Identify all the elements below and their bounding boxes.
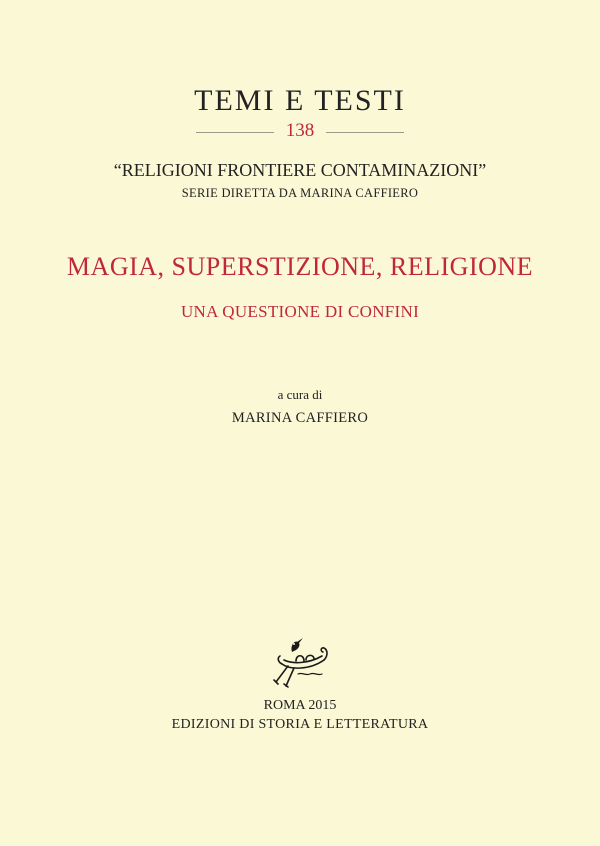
publisher-name: EDIZIONI DI STORIA E LETTERATURA xyxy=(171,717,429,732)
divider-right xyxy=(326,132,404,133)
editor-label: a cura di xyxy=(277,387,323,402)
book-title: MAGIA, SUPERSTIZIONE, RELIGIONE xyxy=(66,252,534,281)
editor-name: MARINA CAFFIERO xyxy=(231,410,369,426)
collection-title: “RELIGIONI FRONTIERE CONTAMINAZIONI” xyxy=(113,160,487,180)
series-director: SERIE DIRETTA DA MARINA CAFFIERO xyxy=(181,186,419,200)
series-title: TEMI E TESTI xyxy=(194,84,406,117)
ship-emblem-icon xyxy=(268,630,334,690)
book-subtitle: UNA QUESTIONE DI CONFINI xyxy=(180,302,420,321)
series-number-row xyxy=(0,120,600,144)
series-number: 138 xyxy=(285,120,315,141)
place-year: ROMA 2015 xyxy=(263,698,337,713)
